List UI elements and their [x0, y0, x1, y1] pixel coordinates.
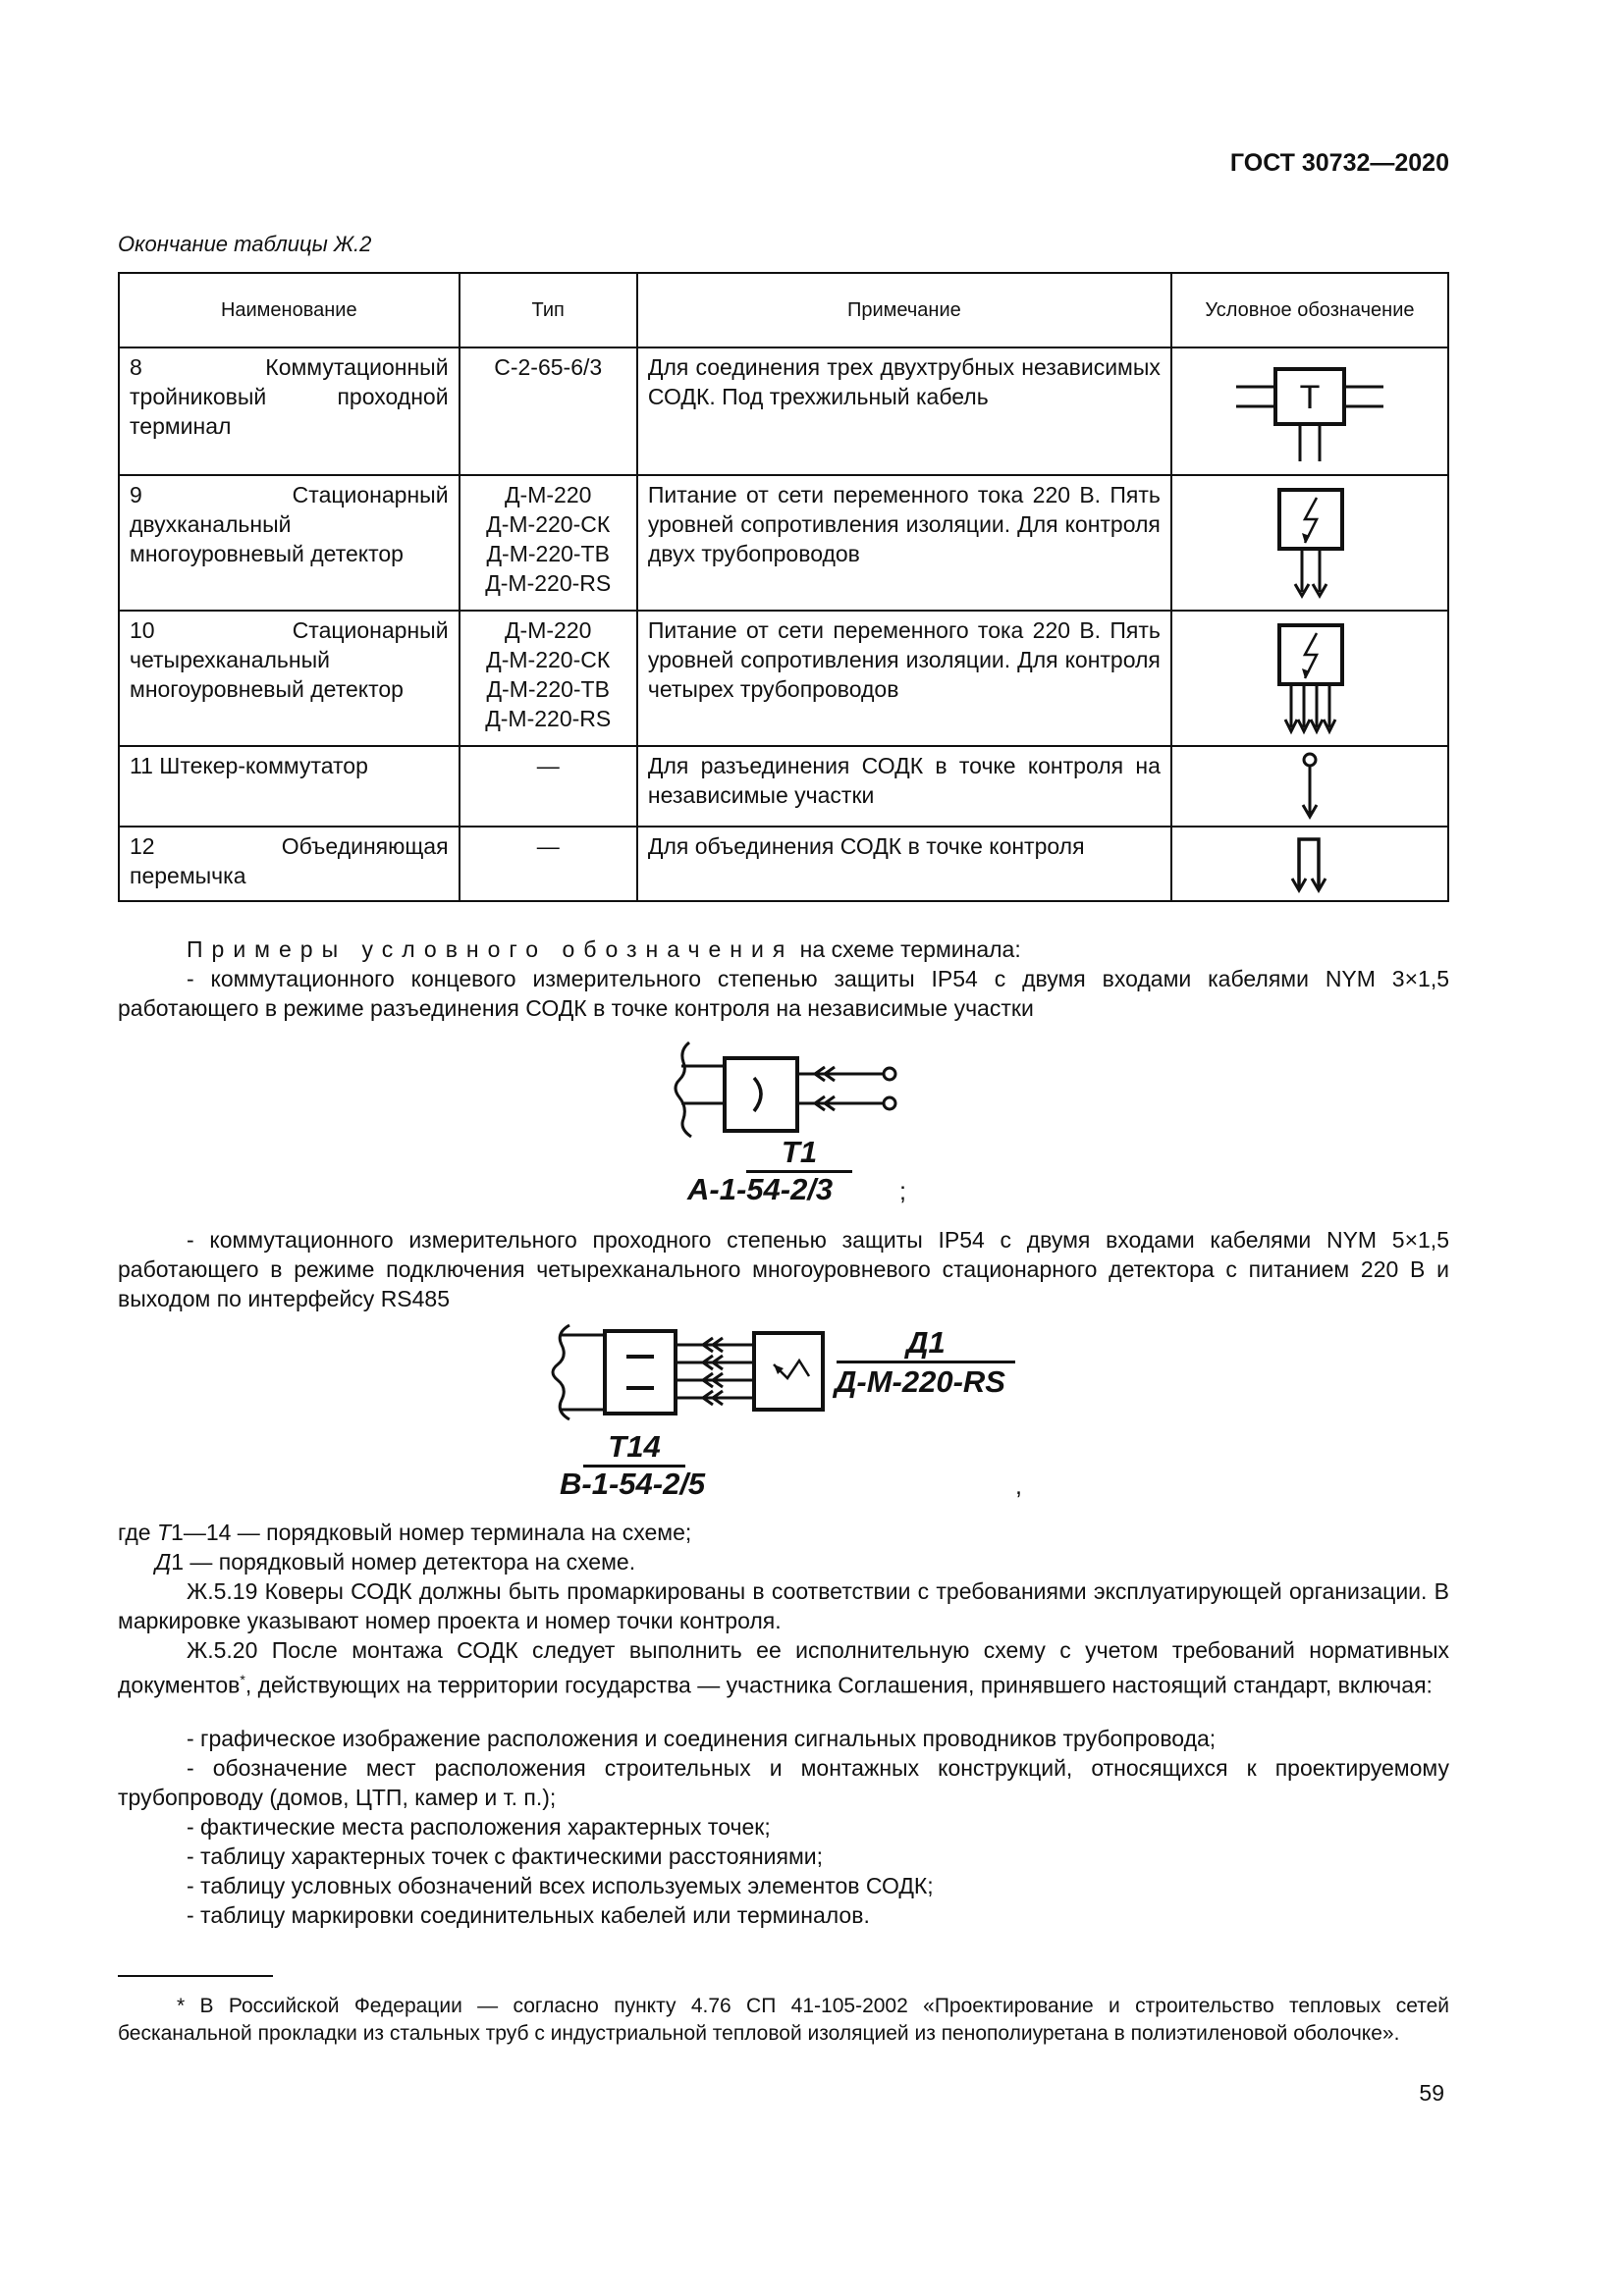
cell-type [460, 827, 637, 901]
figure2-code: В-1-54-2/5 [560, 1467, 706, 1501]
terminal-figure-2 [546, 1323, 831, 1421]
legend-rest-t: 1—14 — порядковый номер терминала на схеме; [171, 1520, 692, 1545]
terminal-figure-1 [668, 1039, 913, 1148]
paragraph-5-19: Ж.5.19 Коверы СОДК должны быть промаркированы в соответствии с требованиями эксплуатирующей организации. В маркировке указывают номер проекта и номер точки контроля. [118, 1578, 1449, 1633]
type-value: Д-М-220-RS [485, 706, 612, 731]
cell-note: Питание от сети переменного тока 220 В. Пять уровней сопротивления изоляции. Для контроля двух трубопроводов [637, 475, 1171, 611]
type-value: Д-М-220 [504, 617, 592, 643]
figure2-number: Т14 [583, 1429, 685, 1468]
col-header-note: Примечание [637, 273, 1171, 347]
document-header: ГОСТ 30732—2020 [1229, 149, 1449, 177]
footnote-marker: * [240, 1672, 245, 1687]
page-number: 59 [1419, 2080, 1444, 2106]
cell-name: 12 Объединяющая перемычка [119, 827, 460, 901]
list-item: - таблицу характерных точек с фактическими расстояниями; [187, 1843, 823, 1869]
table-row [119, 611, 1448, 746]
type-value: Д-М-220-СК [486, 511, 611, 537]
cell-name: 8 Коммутационный тройниковый проходной терминал [119, 347, 460, 475]
legend-var-d: Д [155, 1549, 172, 1575]
symbols-table [118, 272, 1449, 902]
cell-symbol [1171, 611, 1448, 746]
cell-name: 9 Стационарный двухканальный многоуровневый детектор [119, 475, 460, 611]
cell-note: Для объединения СОДК в точке контроля [637, 827, 1171, 901]
col-header-symbol: Условное обозначение [1171, 273, 1448, 347]
type-value: Д-М-220-ТВ [486, 541, 610, 566]
type-value: — [536, 833, 560, 859]
legend-line-2 [155, 1547, 1449, 1576]
footnote: * В Российской Федерации — согласно пункту 4.76 СП 41-105-2002 «Проектирование и строительство тепловых сетей бесканальной прокладки из стальных труб с индустриальной тепловой изоляцией из пенополиуретана в полиэтиленовой оболочке». [118, 1995, 1449, 2045]
cell-name: 11 Штекер-коммутатор [119, 746, 460, 827]
cell-note: Для соединения трех двухтрубных независимых СОДК. Под трехжильный кабель [637, 347, 1171, 475]
type-value: С-2-65-6/3 [494, 354, 603, 380]
table-caption: Окончание таблицы Ж.2 [118, 232, 372, 256]
legend-prefix: где [118, 1520, 157, 1545]
p520-part-b: , действующих на территории государства — участника Соглашения, принявшего настоящий стандарт, включая: [244, 1672, 1433, 1698]
cell-type [460, 347, 637, 475]
tee-letter: T [1299, 379, 1321, 416]
paragraph-5-20 [118, 1635, 1449, 1700]
col-header-name: Наименование [119, 273, 460, 347]
figure2-suffix: , [1015, 1472, 1022, 1500]
legend-rest-d: 1 — порядковый номер детектора на схеме. [171, 1549, 636, 1575]
detector-number: Д1 [837, 1325, 1015, 1363]
type-value: Д-М-220 [504, 482, 592, 507]
tee-terminal-symbol [1231, 357, 1388, 465]
cell-type [460, 611, 637, 746]
two-channel-detector-symbol [1256, 482, 1364, 604]
figure1-code: А-1-54-2/3 [687, 1172, 834, 1206]
examples-heading [118, 934, 1449, 964]
list-item: - таблицу маркировки соединительных кабелей или терминалов. [187, 1902, 870, 1928]
list-item: - таблицу условных обозначений всех используемых элементов СОДК; [187, 1873, 934, 1898]
example1-text: - коммутационного концевого измерительного степенью защиты IP54 с двумя входами кабелями NYM 3×1,5 работающего в режиме разъединения СОДК в точке контроля на независимые участки [118, 966, 1449, 1021]
p520-part-a: Ж.5.20 После монтажа СОДК следует выполнить ее исполнительную схему с учетом требований нормативных документов [118, 1637, 1449, 1698]
table-row [119, 746, 1448, 827]
list-item: - обозначение мест расположения строительных и монтажных конструкций, относящихся к проектируемому трубопроводу (домов, ЦТП, камер и т. п.); [118, 1755, 1449, 1810]
footnote-separator [118, 1975, 273, 1977]
list-item: - фактические места расположения характерных точек; [187, 1814, 771, 1840]
type-value: — [536, 753, 560, 778]
cell-symbol [1171, 475, 1448, 611]
list-item: - графическое изображение расположения и соединения сигнальных проводников трубопровода; [187, 1726, 1217, 1751]
table-row [119, 475, 1448, 611]
col-header-type: Тип [460, 273, 637, 347]
examples-heading-spaced: Примеры условного обозначения [187, 936, 794, 962]
type-value: Д-М-220-RS [485, 570, 612, 596]
detector-code: Д-М-220-RS [835, 1364, 1005, 1399]
plug-switch-symbol [1290, 751, 1329, 822]
four-channel-detector-symbol [1256, 617, 1364, 739]
table-row [119, 347, 1448, 475]
type-value: Д-М-220-ТВ [486, 676, 610, 702]
examples-heading-rest: на схеме терминала: [793, 936, 1021, 962]
legend-line-1 [118, 1518, 1449, 1547]
cell-note: Питание от сети переменного тока 220 В. Пять уровней сопротивления изоляции. Для контроля четырех трубопроводов [637, 611, 1171, 746]
figure1-suffix: ; [899, 1178, 906, 1205]
cell-symbol [1171, 827, 1448, 901]
table-header-row [119, 273, 1448, 347]
cell-note: Для разъединения СОДК в точке контроля на независимые участки [637, 746, 1171, 827]
cell-name: 10 Стационарный четырехканальный многоуровневый детектор [119, 611, 460, 746]
cell-symbol [1171, 347, 1448, 475]
table-row [119, 827, 1448, 901]
type-value: Д-М-220-СК [486, 647, 611, 672]
cell-type [460, 746, 637, 827]
cell-symbol [1171, 746, 1448, 827]
jumper-symbol [1285, 833, 1334, 894]
figure1-number: Т1 [746, 1135, 852, 1173]
example2-text: - коммутационного измерительного проходного степенью защиты IP54 с двумя входами кабелями NYM 5×1,5 работающего в режиме подключения четырехканального многоуровневого стационарного детектора с питанием 220 В и выходом по интерфейсу RS485 [118, 1227, 1449, 1311]
cell-type [460, 475, 637, 611]
legend-var-t: Т [156, 1520, 172, 1545]
